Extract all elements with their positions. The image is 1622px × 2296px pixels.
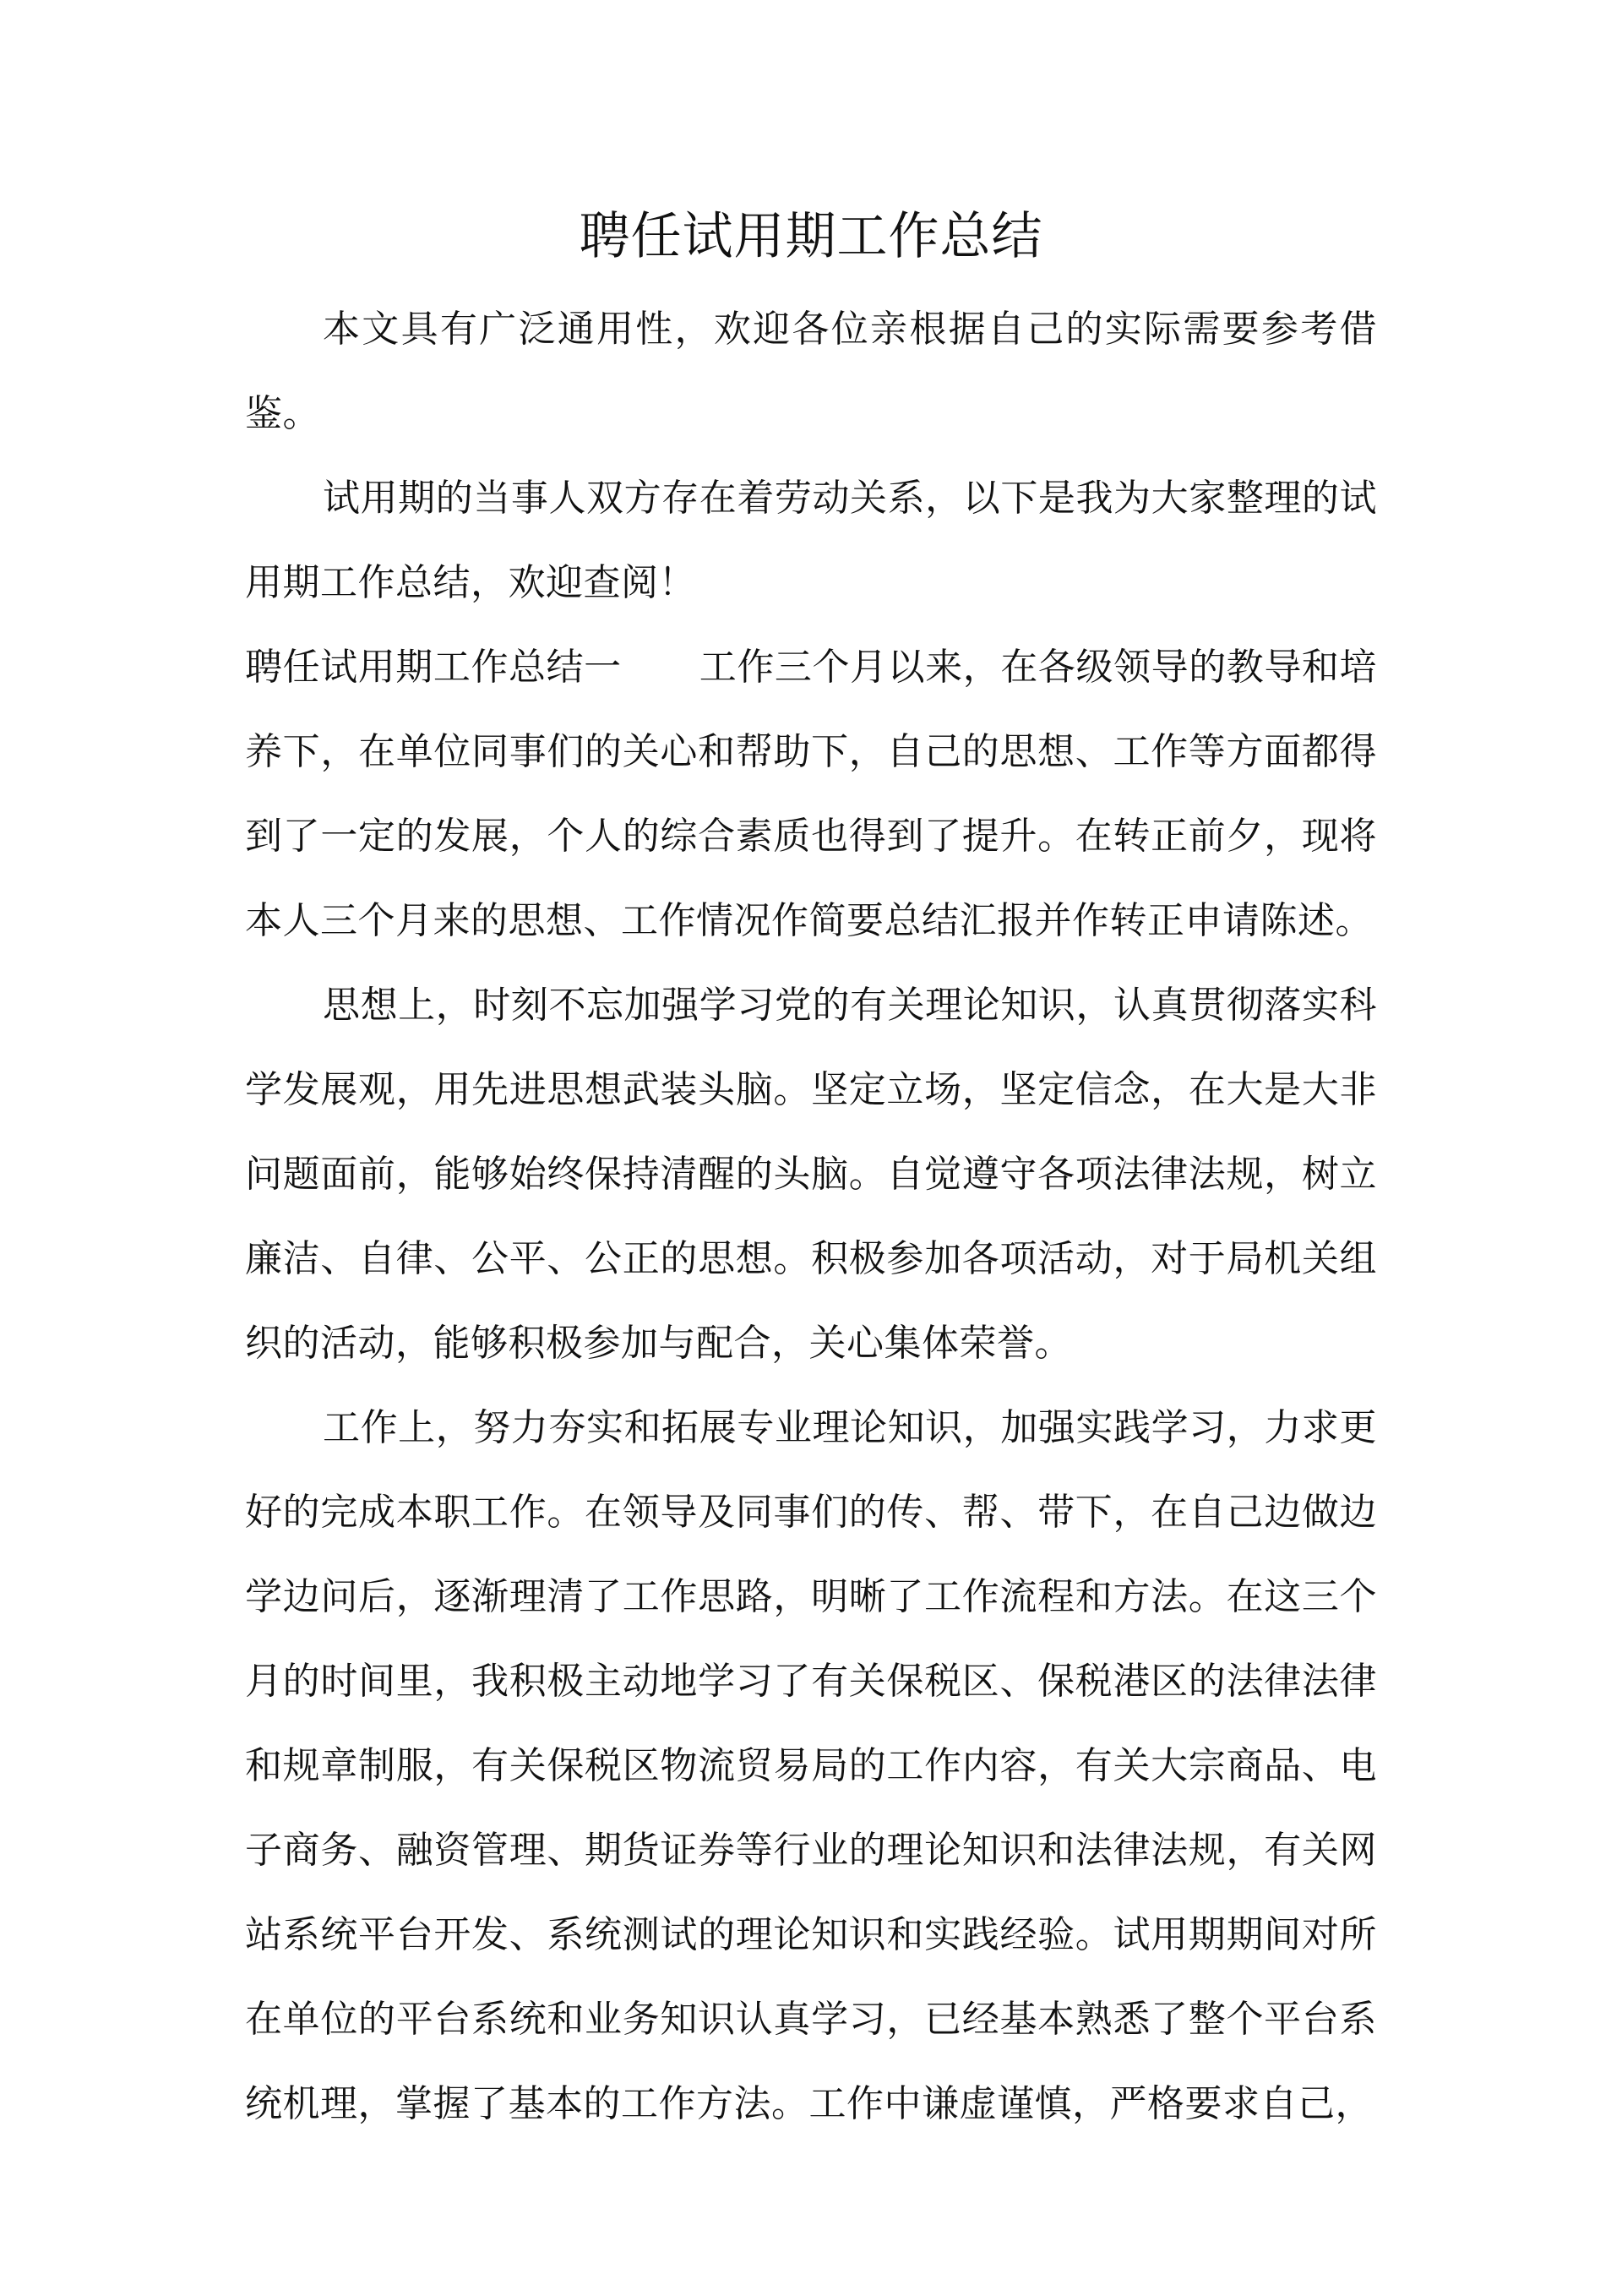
document-title: 聘任试用期工作总结 — [579, 207, 1043, 266]
intro-note-paragraph: 本文具有广泛通用性，欢迎各位亲根据自己的实际需要参考借鉴。 — [245, 308, 1377, 435]
document-page — [245, 0, 1377, 2296]
document-body — [245, 287, 1377, 2146]
thought-paragraph: 思想上，时刻不忘加强学习党的有关理论知识，认真贯彻落实科学发展观，用先进思想武装头脑。坚定立场，坚定信念，在大是大非问题面前，能够始终保持清醒的头脑。自觉遵守各项法律法规，树立廉洁、自律、公平、公正的思想。积极参加各项活动，对于局机关组织的活动，能够积极参加与配合，关心集体荣誉。 — [245, 984, 1377, 1365]
section-heading: 聘任试用期工作总结一 — [245, 646, 622, 689]
work-paragraph: 工作上，努力夯实和拓展专业理论知识，加强实践学习，力求更好的完成本职工作。在领导及同事们的传、帮、带下，在自己边做边学边问后，逐渐理清了工作思路，明晰了工作流程和方法。在这三个月的时间里，我积极主动地学习了有关保税区、保税港区的法律法律和规章制服，有关保税区物流贸易局的工作内容，有关大宗商品、电子商务、融资管理、期货证券等行业的理论知识和法律法规，有关网站系统平台开发、系统测试的理论知识和实践经验。试用期期间对所在单位的平台系统和业务知识认真学习，已经基本熟悉了整个平台系统机理，掌握了基本的工作方法。工作中谦虚谨慎，严格要求自己， — [245, 1406, 1377, 2125]
intro-paragraph: 试用期的当事人双方存在着劳动关系，以下是我为大家整理的试用期工作总结，欢迎查阅！ — [245, 477, 1377, 604]
section-one-paragraph — [245, 625, 1377, 963]
section-opening-text: 工作三个月以来，在各级领导的教导和培养下，在单位同事们的关心和帮助下，自己的思想、工作等方面都得到了一定的发展，个人的综合素质也得到了提升。在转正前夕，现将本人三个月来的思想、工作情况作简要总结汇报并作转正申请陈述。 — [245, 646, 1378, 942]
